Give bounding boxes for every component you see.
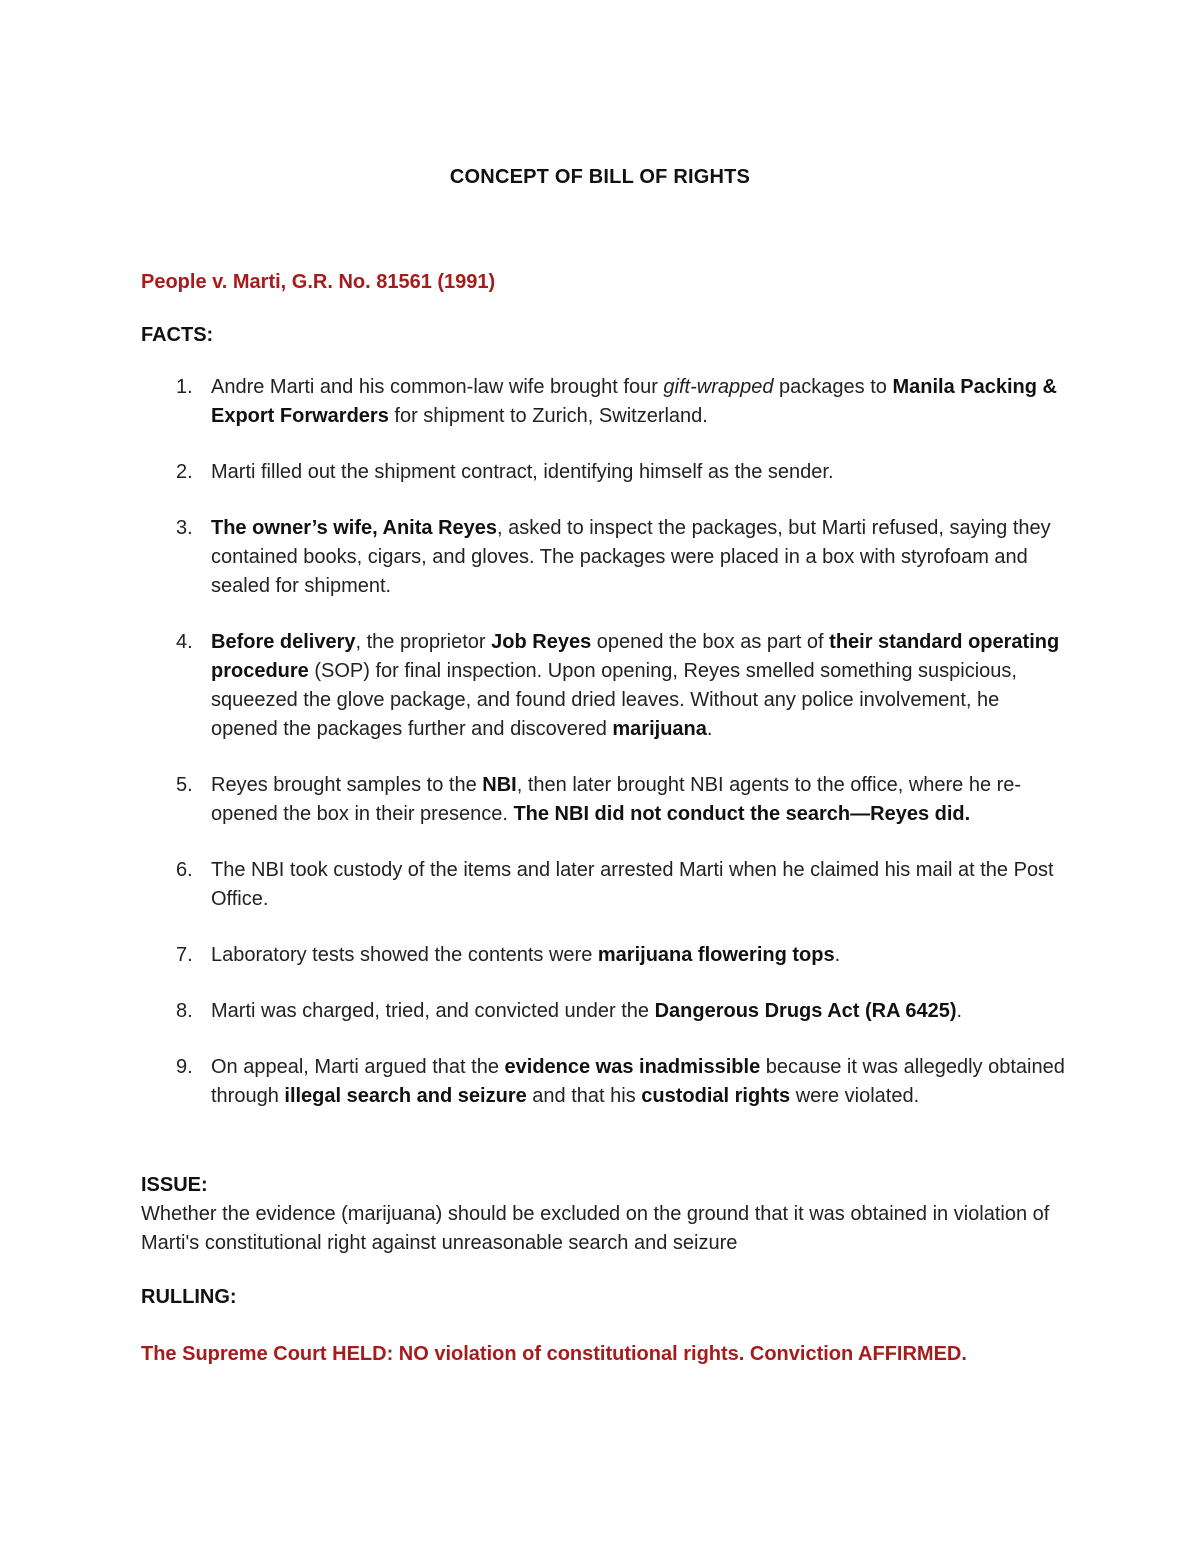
fact-emphasis: evidence was inadmissible xyxy=(504,1056,761,1078)
facts-list xyxy=(141,373,1071,1138)
fact-run: Reyes brought samples to the xyxy=(211,774,483,796)
fact-run: , the proprietor xyxy=(355,631,492,653)
fact-item xyxy=(141,997,1071,1026)
fact-emphasis: The NBI did not conduct the search—Reyes did. xyxy=(513,803,971,825)
fact-run: Laboratory tests showed the contents were xyxy=(211,944,598,966)
fact-text xyxy=(211,1056,1065,1107)
fact-text xyxy=(211,376,1057,427)
fact-emphasis: marijuana xyxy=(612,718,707,740)
fact-emphasis: Before delivery xyxy=(211,631,356,653)
issue-text: Whether the evidence (marijuana) should be excluded on the ground that it was obtained in violation of Marti's constitutional right against unreasonable search and seizure xyxy=(141,1203,1050,1254)
fact-text xyxy=(211,461,834,483)
fact-emphasis: Dangerous Drugs Act (RA 6425) xyxy=(654,1000,957,1022)
fact-number: 8. xyxy=(176,1000,193,1022)
fact-text xyxy=(211,1000,962,1022)
fact-emphasis: their standard operating procedure xyxy=(211,631,1060,682)
facts-heading: FACTS: xyxy=(141,324,214,346)
fact-number: 4. xyxy=(176,631,193,653)
fact-number: 5. xyxy=(176,774,193,796)
fact-emphasis: marijuana flowering tops xyxy=(597,944,835,966)
issue-heading: ISSUE: xyxy=(141,1174,208,1196)
fact-text xyxy=(211,774,1021,825)
fact-number: 2. xyxy=(176,461,193,483)
fact-run: Marti was charged, tried, and convicted under the xyxy=(211,1000,655,1022)
fact-item xyxy=(141,458,1071,487)
fact-text xyxy=(211,944,840,966)
fact-run: The NBI took custody of the items and later arrested Marti when he claimed his mail at the Post Office. xyxy=(211,859,1054,910)
fact-number: 9. xyxy=(176,1056,193,1078)
fact-text xyxy=(211,859,1054,910)
fact-emphasis: NBI xyxy=(482,774,517,796)
ruling-heading: RULLING: xyxy=(141,1286,237,1308)
fact-text xyxy=(211,631,1059,740)
fact-emphasis: Manila Packing & Export Forwarders xyxy=(211,376,1057,427)
fact-emphasis: custodial rights xyxy=(641,1085,791,1107)
fact-number: 3. xyxy=(176,517,193,539)
ruling-text: The Supreme Court HELD: NO violation of constitutional rights. Conviction AFFIRMED. xyxy=(141,1343,967,1365)
fact-number: 7. xyxy=(176,944,193,966)
fact-italic: gift-wrapped xyxy=(663,376,774,398)
fact-item xyxy=(141,856,1071,914)
fact-text xyxy=(211,517,1051,597)
fact-run: . xyxy=(834,944,841,966)
fact-run: Marti filled out the shipment contract, identifying himself as the sender. xyxy=(211,461,834,483)
fact-run: because it was allegedly obtained through xyxy=(211,1056,1065,1107)
fact-run: and that his xyxy=(526,1085,642,1107)
fact-number: 1. xyxy=(176,376,193,398)
fact-run: were violated. xyxy=(790,1085,920,1107)
fact-item xyxy=(141,1053,1071,1111)
fact-emphasis: illegal search and seizure xyxy=(284,1085,527,1107)
fact-item xyxy=(141,771,1071,829)
fact-run: . xyxy=(706,718,713,740)
fact-run: , then later brought NBI agents to the office, where he re-opened the box in their presence. xyxy=(211,774,1022,825)
fact-item xyxy=(141,373,1071,431)
fact-item xyxy=(141,941,1071,970)
fact-item xyxy=(141,514,1071,601)
fact-run: (SOP) for final inspection. Upon opening, Reyes smelled something suspicious, squeezed the glove package, and found dried leaves. Without any police involvement, he opened the packages further and discovered xyxy=(211,660,1017,740)
fact-number: 6. xyxy=(176,859,193,881)
fact-run: opened the box as part of xyxy=(591,631,830,653)
fact-run: for shipment to Zurich, Switzerland. xyxy=(388,405,708,427)
document-title: CONCEPT OF BILL OF RIGHTS xyxy=(449,166,751,188)
fact-run: packages to xyxy=(773,376,893,398)
fact-run: Andre Marti and his common-law wife brought four xyxy=(211,376,664,398)
issue-section xyxy=(141,1171,1071,1258)
fact-emphasis: Job Reyes xyxy=(491,631,592,653)
fact-run: . xyxy=(956,1000,963,1022)
fact-run: On appeal, Marti argued that the xyxy=(211,1056,505,1078)
fact-run: , asked to inspect the packages, but Marti refused, saying they contained books, cigars, and gloves. The packages were placed in a box with styrofoam and sealed for shipment. xyxy=(211,517,1051,597)
fact-emphasis: The owner’s wife, Anita Reyes xyxy=(211,517,498,539)
case-title: People v. Marti, G.R. No. 81561 (1991) xyxy=(141,271,496,293)
fact-item xyxy=(141,628,1071,744)
